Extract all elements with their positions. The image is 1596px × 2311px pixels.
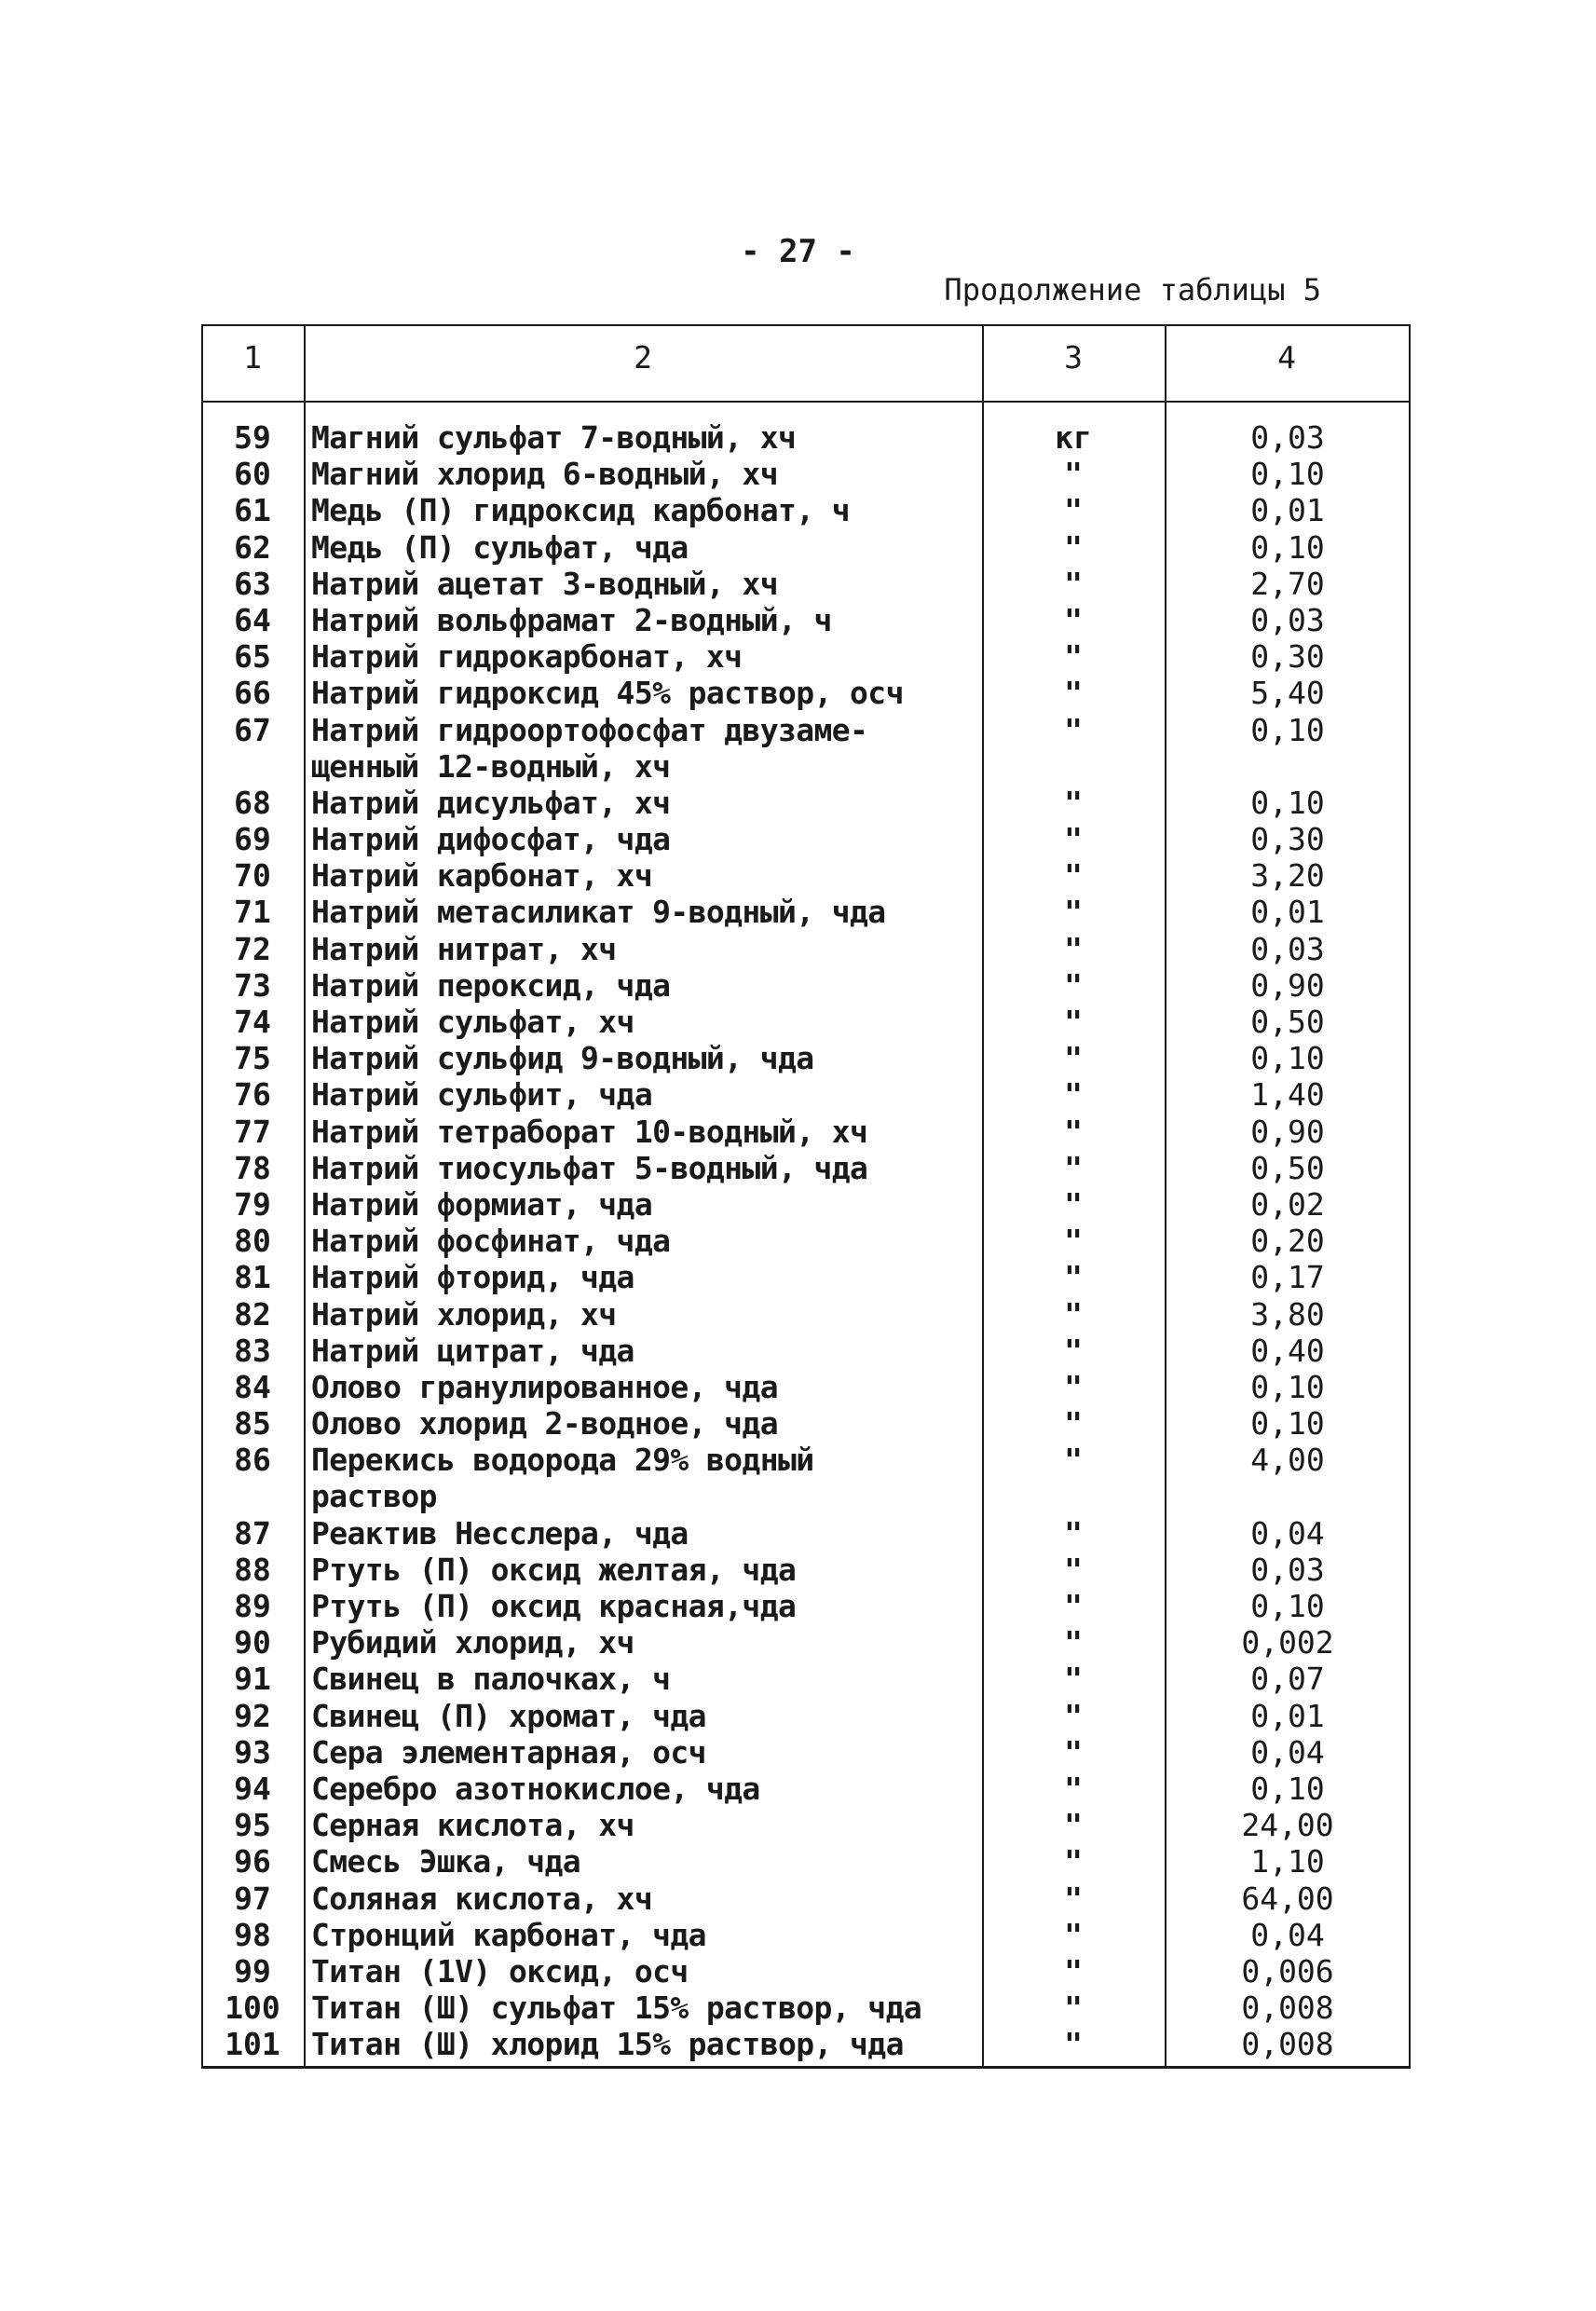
table-row — [201, 602, 1411, 638]
table-row — [201, 1843, 1411, 1880]
row-number: 73 — [234, 966, 271, 1004]
row-number: 59 — [234, 419, 271, 456]
substance-name: Натрий цитрат, чда — [311, 1332, 634, 1369]
unit: " — [1064, 857, 1083, 895]
table-row — [201, 1953, 1411, 1990]
unit: " — [1064, 1149, 1083, 1186]
unit: " — [1064, 565, 1083, 602]
substance-name: Натрий гидроксид 45% раствор, осч — [311, 675, 904, 712]
table-row — [201, 1807, 1411, 1843]
table-row — [201, 785, 1411, 821]
unit: " — [1064, 784, 1083, 821]
quantity: 0,03 — [1250, 1551, 1325, 1588]
table-row — [201, 456, 1411, 492]
table-row — [201, 1259, 1411, 1295]
substance-name: Натрий гидроортофосфат двузаме- щенный 12-водный, хч — [311, 711, 868, 785]
substance-name: Натрий тетраборат 10-водный, хч — [311, 1113, 868, 1150]
row-number: 100 — [225, 1990, 280, 2027]
substance-name: Титан (Ш) хлорид 15% раствор, чда — [311, 2026, 904, 2063]
quantity: 0,20 — [1250, 1223, 1325, 1260]
row-number: 101 — [225, 2026, 280, 2063]
quantity: 0,07 — [1250, 1661, 1325, 1698]
table-row — [201, 1223, 1411, 1259]
row-number: 98 — [234, 1916, 271, 1953]
quantity: 0,03 — [1250, 419, 1325, 456]
unit: " — [1064, 638, 1083, 676]
row-number: 72 — [234, 930, 271, 967]
quantity: 0,006 — [1241, 1952, 1334, 1990]
quantity: 4,00 — [1250, 1442, 1325, 1479]
substance-name: Рубидий хлорид, хч — [311, 1624, 634, 1661]
row-number: 63 — [234, 565, 271, 602]
quantity: 1,10 — [1250, 1843, 1325, 1880]
unit: " — [1064, 1624, 1083, 1661]
quantity: 0,10 — [1250, 1368, 1325, 1405]
quantity: 0,008 — [1241, 1990, 1334, 2027]
quantity: 3,20 — [1250, 857, 1325, 895]
row-number: 91 — [234, 1661, 271, 1698]
substance-name: Соляная кислота, хч — [311, 1880, 653, 1917]
page-number: - 27 - — [741, 233, 855, 270]
unit: " — [1064, 1880, 1083, 1917]
quantity: 3,80 — [1250, 1295, 1325, 1333]
quantity: 0,50 — [1250, 1149, 1325, 1186]
table-row — [201, 857, 1411, 894]
quantity: 0,03 — [1250, 601, 1325, 638]
substance-name: Медь (П) гидроксид карбонат, ч — [311, 492, 851, 529]
column-header-4: 4 — [1277, 339, 1296, 376]
table-row — [201, 492, 1411, 528]
table-row — [201, 1296, 1411, 1333]
unit: " — [1064, 894, 1083, 931]
unit: " — [1064, 1332, 1083, 1369]
substance-name: Натрий тиосульфат 5-водный, чда — [311, 1149, 868, 1186]
unit: " — [1064, 1259, 1083, 1296]
table-row — [201, 419, 1411, 456]
substance-name: Натрий ацетат 3-водный, хч — [311, 565, 778, 602]
substance-name: Медь (П) сульфат, чда — [311, 528, 689, 566]
unit: " — [1064, 1405, 1083, 1443]
row-number: 75 — [234, 1040, 271, 1077]
unit: " — [1064, 492, 1083, 529]
quantity: 0,10 — [1250, 1405, 1325, 1443]
substance-name: Натрий нитрат, хч — [311, 930, 617, 967]
row-number: 60 — [234, 456, 271, 493]
row-number: 74 — [234, 1004, 271, 1041]
table-row — [201, 1588, 1411, 1624]
quantity: 0,10 — [1250, 1770, 1325, 1807]
unit: " — [1064, 1733, 1083, 1771]
quantity: 0,01 — [1250, 894, 1325, 931]
substance-name: Натрий сульфат, хч — [311, 1004, 634, 1041]
unit: " — [1064, 1990, 1083, 2027]
quantity: 0,008 — [1241, 2026, 1334, 2063]
table-row — [201, 1114, 1411, 1150]
quantity: 0,30 — [1250, 821, 1325, 858]
quantity: 24,00 — [1241, 1807, 1334, 1844]
table-row — [201, 1369, 1411, 1405]
substance-name: Титан (1V) оксид, осч — [311, 1952, 689, 1990]
table-caption: Продолжение таблицы 5 — [944, 272, 1321, 308]
table-row — [201, 967, 1411, 1004]
unit: " — [1064, 1514, 1083, 1552]
substance-name: Перекись водорода 29% водный раствор — [311, 1442, 814, 1515]
quantity: 0,10 — [1250, 1588, 1325, 1625]
unit: " — [1064, 1040, 1083, 1077]
table-row — [201, 1186, 1411, 1223]
substance-name: Натрий сульфид 9-водный, чда — [311, 1040, 814, 1077]
table-row — [201, 1917, 1411, 1953]
substance-name: Свинец в палочках, ч — [311, 1661, 671, 1698]
table-row — [201, 638, 1411, 675]
row-number: 69 — [234, 821, 271, 858]
table-body — [201, 419, 1411, 2062]
table-row — [201, 675, 1411, 711]
row-number: 85 — [234, 1405, 271, 1443]
unit: " — [1064, 2026, 1083, 2063]
quantity: 0,02 — [1250, 1185, 1325, 1223]
substance-name: Натрий фосфинат, чда — [311, 1223, 671, 1260]
unit: " — [1064, 1661, 1083, 1698]
unit: " — [1064, 1295, 1083, 1333]
row-number: 79 — [234, 1185, 271, 1223]
table-row — [201, 1442, 1411, 1514]
quantity: 0,01 — [1250, 1697, 1325, 1734]
quantity: 0,10 — [1250, 711, 1325, 748]
row-number: 92 — [234, 1697, 271, 1734]
table-row — [201, 1150, 1411, 1186]
substance-name: Натрий гидрокарбонат, хч — [311, 638, 743, 676]
table-row — [201, 1698, 1411, 1734]
substance-name: Титан (Ш) сульфат 15% раствор, чда — [311, 1990, 922, 2027]
row-number: 64 — [234, 601, 271, 638]
unit: " — [1064, 528, 1083, 566]
unit: " — [1064, 456, 1083, 493]
unit: " — [1064, 1843, 1083, 1880]
substance-name: Серебро азотнокислое, чда — [311, 1770, 760, 1807]
unit: " — [1064, 1223, 1083, 1260]
column-header-3: 3 — [1064, 339, 1083, 376]
substance-name: Олово хлорид 2-водное, чда — [311, 1405, 778, 1443]
row-number: 71 — [234, 894, 271, 931]
quantity: 0,90 — [1250, 1113, 1325, 1150]
row-number: 96 — [234, 1843, 271, 1880]
column-header-1: 1 — [243, 339, 262, 376]
quantity: 2,70 — [1250, 565, 1325, 602]
row-number: 78 — [234, 1149, 271, 1186]
row-number: 95 — [234, 1807, 271, 1844]
table-row — [201, 1040, 1411, 1076]
row-number: 62 — [234, 528, 271, 566]
quantity: 0,10 — [1250, 528, 1325, 566]
substance-name: Серная кислота, хч — [311, 1807, 634, 1844]
header-separator — [201, 401, 1411, 403]
substance-name: Натрий сульфит, чда — [311, 1076, 653, 1114]
table-row — [201, 1076, 1411, 1113]
row-number: 81 — [234, 1259, 271, 1296]
substance-name: Свинец (П) хромат, чда — [311, 1697, 706, 1734]
table-row — [201, 1405, 1411, 1442]
table-row — [201, 1333, 1411, 1369]
quantity: 0,10 — [1250, 456, 1325, 493]
row-number: 61 — [234, 492, 271, 529]
table-row — [201, 1771, 1411, 1807]
unit: " — [1064, 930, 1083, 967]
unit: " — [1064, 1442, 1083, 1479]
row-number: 87 — [234, 1514, 271, 1552]
unit: " — [1064, 1076, 1083, 1114]
substance-name: Стронций карбонат, чда — [311, 1916, 706, 1953]
substance-name: Натрий дисульфат, хч — [311, 784, 671, 821]
row-number: 86 — [234, 1442, 271, 1479]
quantity: 0,90 — [1250, 966, 1325, 1004]
quantity: 0,04 — [1250, 1514, 1325, 1552]
table-row — [201, 894, 1411, 930]
unit: " — [1064, 1551, 1083, 1588]
row-number: 70 — [234, 857, 271, 895]
column-header-2: 2 — [634, 339, 652, 376]
quantity: 0,04 — [1250, 1916, 1325, 1953]
unit: " — [1064, 1916, 1083, 1953]
table-row — [201, 1990, 1411, 2026]
unit: " — [1064, 1113, 1083, 1150]
quantity: 0,30 — [1250, 638, 1325, 676]
unit: " — [1064, 1588, 1083, 1625]
table-row — [201, 1552, 1411, 1588]
quantity: 0,04 — [1250, 1733, 1325, 1771]
quantity: 0,50 — [1250, 1004, 1325, 1041]
substance-name: Сера элементарная, осч — [311, 1733, 706, 1771]
row-number: 66 — [234, 675, 271, 712]
table-row — [201, 1624, 1411, 1661]
table-row — [201, 821, 1411, 857]
unit: " — [1064, 1952, 1083, 1990]
table-row — [201, 1515, 1411, 1552]
unit: " — [1064, 601, 1083, 638]
substance-name: Олово гранулированное, чда — [311, 1368, 778, 1405]
unit: " — [1064, 1004, 1083, 1041]
substance-name: Натрий вольфрамат 2-водный, ч — [311, 601, 832, 638]
substance-name: Натрий карбонат, хч — [311, 857, 653, 895]
unit: " — [1064, 821, 1083, 858]
unit: " — [1064, 1368, 1083, 1405]
substance-name: Натрий хлорид, хч — [311, 1295, 617, 1333]
substance-name: Реактив Несслера, чда — [311, 1514, 689, 1552]
row-number: 77 — [234, 1113, 271, 1150]
quantity: 0,01 — [1250, 492, 1325, 529]
substance-name: Натрий формиат, чда — [311, 1185, 653, 1223]
quantity: 64,00 — [1241, 1880, 1334, 1917]
table-row — [201, 931, 1411, 967]
table-row — [201, 1004, 1411, 1040]
substance-name: Смесь Эшка, чда — [311, 1843, 581, 1880]
table-row — [201, 566, 1411, 602]
substance-name: Магний хлорид 6-водный, хч — [311, 456, 778, 493]
table-row — [201, 1880, 1411, 1917]
row-number: 82 — [234, 1295, 271, 1333]
quantity: 0,10 — [1250, 1040, 1325, 1077]
row-number: 99 — [234, 1952, 271, 1990]
unit: " — [1064, 1770, 1083, 1807]
unit: кг — [1055, 419, 1092, 456]
unit: " — [1064, 1185, 1083, 1223]
row-number: 97 — [234, 1880, 271, 1917]
row-number: 67 — [234, 711, 271, 748]
reagent-table — [201, 324, 1411, 2069]
row-number: 68 — [234, 784, 271, 821]
substance-name: Ртуть (П) оксид красная,чда — [311, 1588, 797, 1625]
quantity: 1,40 — [1250, 1076, 1325, 1114]
table-row — [201, 2026, 1411, 2062]
quantity: 0,10 — [1250, 784, 1325, 821]
row-number: 93 — [234, 1733, 271, 1771]
substance-name: Натрий дифосфат, чда — [311, 821, 671, 858]
substance-name: Натрий пероксид, чда — [311, 966, 671, 1004]
row-number: 65 — [234, 638, 271, 676]
quantity: 0,002 — [1241, 1624, 1334, 1661]
unit: " — [1064, 966, 1083, 1004]
row-number: 80 — [234, 1223, 271, 1260]
substance-name: Натрий метасиликат 9-водный, чда — [311, 894, 886, 931]
unit: " — [1064, 1697, 1083, 1734]
substance-name: Натрий фторид, чда — [311, 1259, 634, 1296]
row-number: 94 — [234, 1770, 271, 1807]
table-row — [201, 712, 1411, 785]
row-number: 90 — [234, 1624, 271, 1661]
quantity: 0,17 — [1250, 1259, 1325, 1296]
table-row — [201, 529, 1411, 566]
substance-name: Магний сульфат 7-водный, хч — [311, 419, 797, 456]
row-number: 88 — [234, 1551, 271, 1588]
quantity: 5,40 — [1250, 675, 1325, 712]
table-row — [201, 1734, 1411, 1771]
quantity: 0,40 — [1250, 1332, 1325, 1369]
row-number: 83 — [234, 1332, 271, 1369]
table-bottom-border — [201, 2066, 1411, 2069]
unit: " — [1064, 1807, 1083, 1844]
unit: " — [1064, 675, 1083, 712]
substance-name: Ртуть (П) оксид желтая, чда — [311, 1551, 797, 1588]
unit: " — [1064, 711, 1083, 748]
row-number: 89 — [234, 1588, 271, 1625]
table-row — [201, 1661, 1411, 1697]
row-number: 76 — [234, 1076, 271, 1114]
quantity: 0,03 — [1250, 930, 1325, 967]
row-number: 84 — [234, 1368, 271, 1405]
